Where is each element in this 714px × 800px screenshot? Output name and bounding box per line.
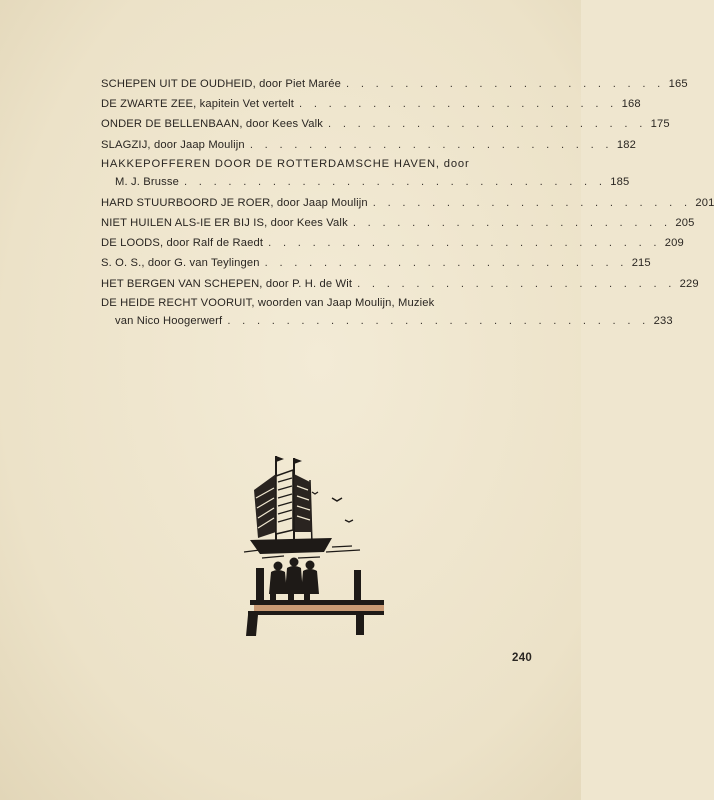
toc-page: 175 <box>650 118 670 131</box>
jetty-post <box>356 615 364 635</box>
toc-entry <box>101 253 651 273</box>
woodcut-illustration <box>240 452 390 642</box>
leader-dots: . . . . . . . . . . . . . . . . . . . . . . <box>372 196 692 209</box>
sails <box>254 470 312 538</box>
toc-page: 215 <box>631 257 651 270</box>
toc-entry <box>101 213 695 233</box>
leader-dots: . . . . . . . . . . . . . . . . . . . . . . . . . <box>264 257 628 270</box>
toc-entry <box>101 74 688 94</box>
jetty-beam <box>248 611 384 615</box>
toc-entry <box>101 135 636 155</box>
toc-title: SLAGZIJ, door Jaap Moulijn <box>101 138 245 151</box>
toc-title: DE LOODS, door Ralf de Raedt <box>101 237 264 250</box>
toc-entry <box>101 274 699 294</box>
toc-title: HAKKEPOFFEREN DOOR DE ROTTERDAMSCHE HAVEN, door <box>101 157 470 170</box>
toc-page: 233 <box>653 314 673 327</box>
flag <box>276 456 284 462</box>
gull-icon <box>345 520 353 522</box>
toc-page: 229 <box>679 277 699 290</box>
toc-page: 182 <box>616 138 636 151</box>
bollard <box>354 570 361 600</box>
leader-dots: . . . . . . . . . . . . . . . . . . . . . . <box>357 277 676 290</box>
toc-title: SCHEPEN UIT DE OUDHEID, door Piet Marée <box>101 78 342 90</box>
table-of-contents <box>101 74 714 330</box>
leader-dots: . . . . . . . . . . . . . . . . . . . . . . <box>346 78 665 90</box>
toc-entry <box>101 155 630 193</box>
leader-dots: . . . . . . . . . . . . . . . . . . . . . . . . . . . <box>268 237 661 250</box>
ship-hull <box>250 538 332 554</box>
toc-entry <box>101 294 673 330</box>
toc-title: HARD STUURBOORD JE ROER, door Jaap Moulijn <box>101 196 368 209</box>
leader-dots: . . . . . . . . . . . . . . . . . . . . . . . . . . . . . <box>183 175 607 188</box>
toc-title: HET BERGEN VAN SCHEPEN, door P. H. de Wit <box>101 277 353 290</box>
toc-entry <box>101 233 684 253</box>
toc-title: ONDER DE BELLENBAAN, door Kees Valk <box>101 118 324 131</box>
toc-entry <box>101 114 670 134</box>
gull-icon <box>312 492 318 494</box>
toc-page: 205 <box>675 216 695 229</box>
toc-title: DE HEIDE RECHT VOORUIT, woorden van Jaap Moulijn, Muziek <box>101 296 435 309</box>
page-number: 240 <box>512 652 533 664</box>
toc-page: 185 <box>610 175 630 188</box>
jetty-deck <box>250 600 384 605</box>
toc-page: 165 <box>668 78 688 90</box>
toc-title-continued: van Nico Hoogerwerf <box>115 314 223 327</box>
toc-page: 201 <box>695 196 714 209</box>
leader-dots: . . . . . . . . . . . . . . . . . . . . . . <box>328 118 647 131</box>
sailors <box>269 558 319 605</box>
toc-page: 168 <box>621 98 641 111</box>
toc-title-continued: M. J. Brusse <box>115 175 179 188</box>
toc-title: NIET HUILEN ALS-IE ER BIJ IS, door Kees Valk <box>101 216 348 229</box>
jetty-plank <box>254 605 384 611</box>
jetty-post <box>246 615 258 636</box>
leader-dots: . . . . . . . . . . . . . . . . . . . . . . . . . . . . . <box>227 314 650 327</box>
toc-entry <box>101 94 641 114</box>
leader-dots: . . . . . . . . . . . . . . . . . . . . . . . . . <box>249 138 613 151</box>
toc-page: 209 <box>664 237 684 250</box>
flag <box>294 458 302 464</box>
toc-title: DE ZWARTE ZEE, kapitein Vet vertelt <box>101 98 295 111</box>
leader-dots: . . . . . . . . . . . . . . . . . . . . . . <box>299 98 618 111</box>
bollard <box>256 568 264 600</box>
gull-icon <box>332 498 342 501</box>
toc-title: S. O. S., door G. van Teylingen <box>101 257 260 270</box>
leader-dots: . . . . . . . . . . . . . . . . . . . . . . <box>352 216 672 229</box>
toc-entry <box>101 193 714 213</box>
